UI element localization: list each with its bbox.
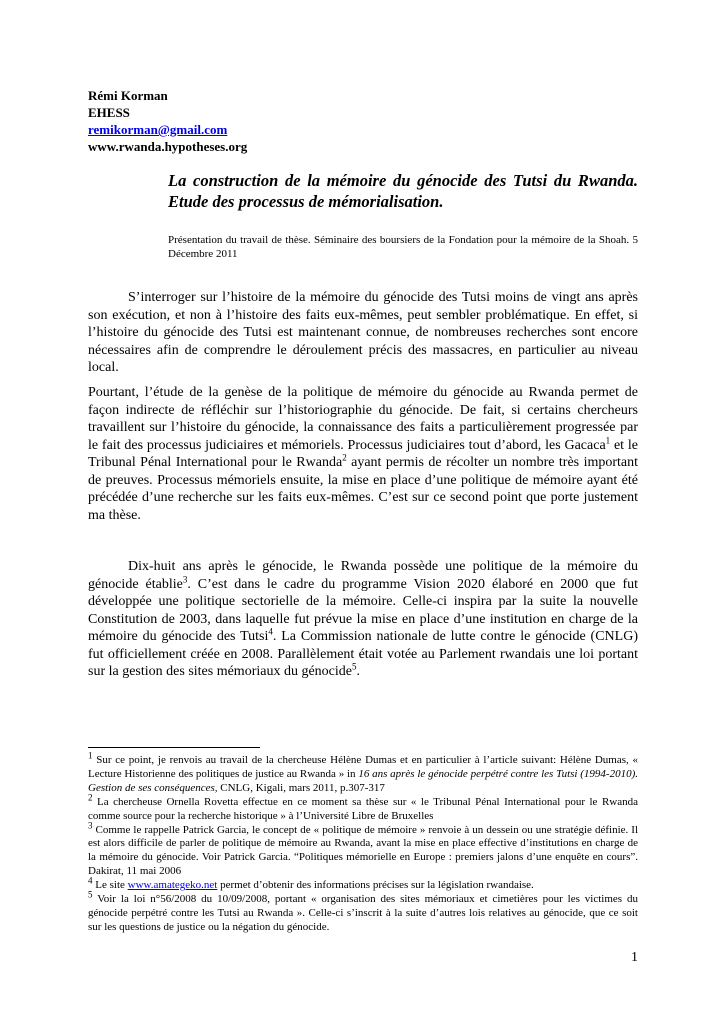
paragraph-2-text-a: Pourtant, l’étude de la genèse de la politique de mémoire du génocide au Rwanda permet de façon indirecte de réfléchir sur l’historiographie du génocide. De fait, si certains chercheurs travaillent sur l’histoire du génocide, la connaissance des faits a particulièrement progressée par le fait des processus judiciaires et mémoriels. Processus judiciaires tout d’abord, les Gacaca	[88, 385, 638, 453]
footnote-number: 5	[88, 889, 93, 900]
footnote-4-text-b: permet d’obtenir des informations précises sur la législation rwandaise.	[217, 879, 534, 892]
footnote-1	[88, 750, 638, 796]
footnote-2-text: La chercheuse Ornella Rovetta effectue en ce moment sa thèse sur « le Tribunal Pénal International pour le Rwanda comme source pour la recherche historique » à l’Université Libre de Bruxelles	[88, 795, 638, 822]
paragraph-2	[88, 384, 638, 524]
paragraph-2-text-c: ayant permis de récolter un nombre très important de preuves. Processus mémoriels ensuite, la mise en place d’une politique de mémoire ayant été précédée d’une recherche sur les faits eux-mêmes. C’est sur ce second point que porte justement ma thèse.	[88, 455, 639, 523]
footnote-number: 4	[88, 875, 93, 886]
paragraph-3-text-c: . La Commission nationale de lutte contre le génocide (CNLG) fut officiellement créée en 2008. Parallèlement était votée au Parlement rwandais une loi portant sur la gestion des sites mémoriaux du génocide	[88, 629, 638, 679]
document-subtitle: Présentation du travail de thèse. Séminaire des boursiers de la Fondation pour la mémoire de la Shoah. 5 Décembre 2011	[168, 234, 638, 260]
document-title: La construction de la mémoire du génocide des Tutsi du Rwanda. Etude des processus de mémorialisation.	[168, 171, 638, 211]
author-email-link[interactable]: remikorman@gmail.com	[88, 122, 228, 137]
page-number: 1	[631, 950, 638, 965]
footnote-number: 1	[88, 750, 93, 761]
footnote-3-text: Comme le rappelle Patrick Garcia, le concept de « politique de mémoire » renvoie à un dessein ou une stratégie définie. Il est alors difficile de parler de politique de mémoire au Rwanda, avant la mise en place effective d’institutions en charge de la mémoire du génocide. Voir Patrick Garcia. “Politiques mémorielle en Europe : premiers jalons d’une enquête en cours”. Dakirat, 11 mai 2006	[88, 823, 638, 878]
footnote-4-text-a: Le site	[92, 879, 128, 892]
author-institution: EHESS	[88, 105, 130, 120]
footnote-number: 3	[88, 819, 93, 830]
footnote-4	[88, 875, 638, 893]
author-website: www.rwanda.hypotheses.org	[88, 139, 248, 154]
paragraph-3-text-a: Dix-huit ans après le génocide, le Rwanda possède une politique de la mémoire du génocide établie	[88, 559, 638, 592]
footnote-ref-2[interactable]: 2	[342, 452, 347, 463]
paragraph-3-text-d: .	[356, 664, 360, 679]
footnote-1-text-a: Sur ce point, je renvois au travail de la chercheuse Hélène Dumas et en particulier à l’article suivant: Hélène Dumas, « Lecture Historienne des politiques de justice au Rwanda » in	[88, 754, 638, 780]
author-name: Rémi Korman	[88, 88, 168, 103]
paragraph-3-text-b: . C’est dans le cadre du programme Vision 2020 élaboré en 2000 que fut développée une politique sectorielle de la mémoire. Celle-ci inspira par la suite la nouvelle Constitution de 2003, dans laquelle fut prévue la mise en place d’une institution en charge de la mémoire du génocide des Tutsi	[88, 576, 638, 644]
footnote-ref-3[interactable]: 3	[182, 573, 188, 584]
footnote-3	[88, 819, 638, 880]
footnote-ref-4[interactable]: 4	[268, 626, 273, 637]
footnotes	[88, 750, 638, 935]
paragraph-1: S’interroger sur l’histoire de la mémoire du génocide des Tutsi moins de vingt ans après son exécution, et non à l’histoire des faits eux-mêmes, peut sembler problématique. En effet, si l’histoire du génocide des Tutsi est maintenant connue, de nombreuses recherches sont encore nécessaires afin de comprendre le déroulement précis des massacres, en particulier au niveau local.	[88, 290, 638, 375]
footnote-ref-1[interactable]: 1	[605, 434, 611, 445]
amategeko-link[interactable]: www.amategeko.net	[127, 879, 218, 892]
footnote-1-text-b: CNLG, Kigali, mars 2011, p.307-317	[217, 781, 385, 794]
footnote-5	[88, 889, 638, 935]
author-block	[88, 87, 247, 155]
footnote-5-text: Voir la loi n°56/2008 du 10/09/2008, portant « organisation des sites mémoriaux et cimetières pour les victimes du génocide perpétré contre les Tutsi au Rwanda ». Celle-ci s’inscrit à la suite d’autres lois relatives au génocide, que ce soit sur les questions de justice ou la négation du génocide.	[88, 893, 638, 933]
footnote-separator	[88, 747, 260, 748]
footnote-1-book-title: 16 ans après le génocide perpétré contre les Tutsi (1994-2010). Gestion de ses conséquences,	[88, 767, 638, 794]
footnote-ref-5[interactable]: 5	[352, 661, 357, 672]
footnote-2	[88, 792, 638, 824]
document-page	[88, 0, 638, 1024]
paragraph-3	[88, 558, 638, 681]
footnote-number: 2	[88, 792, 93, 803]
paragraph-2-text-b: et le Tribunal Pénal International pour le Rwanda	[88, 437, 638, 470]
